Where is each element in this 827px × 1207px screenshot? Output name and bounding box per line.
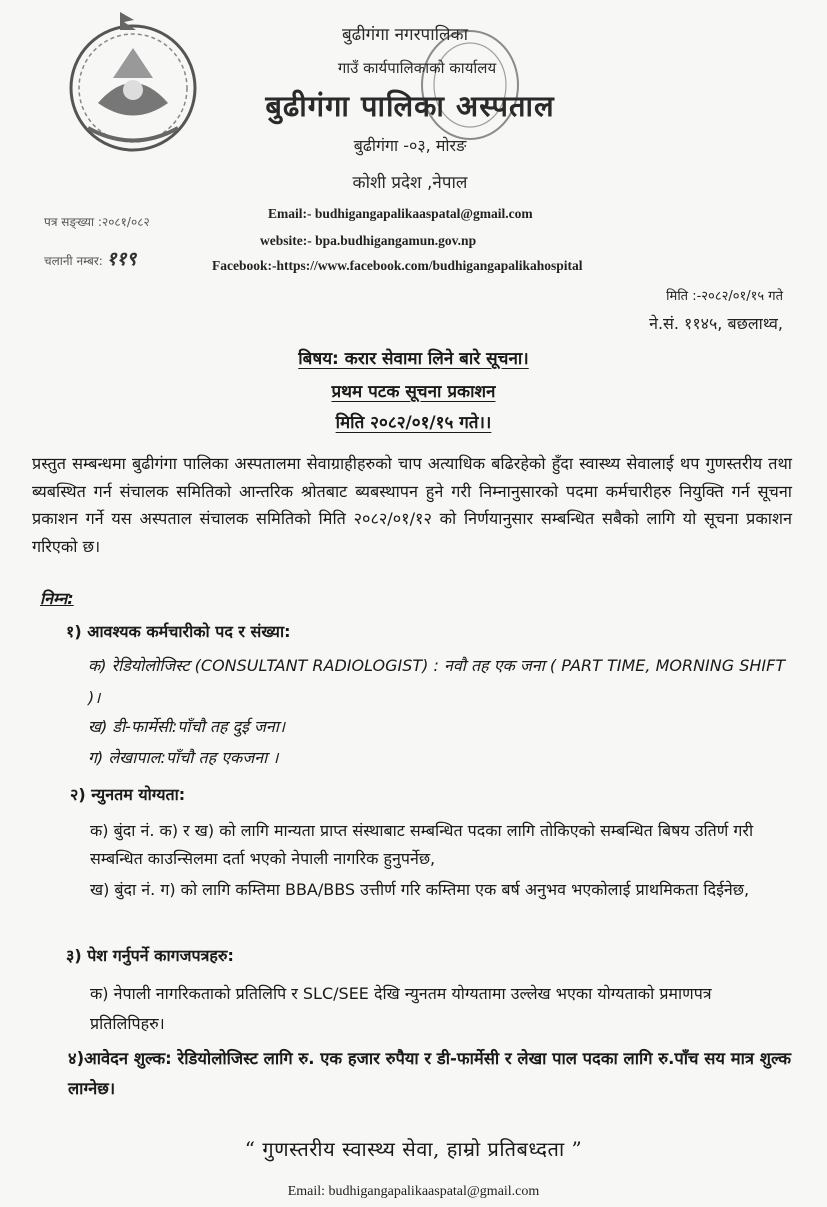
ward-address: बुढीगंगा -०३, मोरङ: [353, 136, 467, 155]
publication-line: [0, 379, 827, 402]
footer-email[interactable]: Email: budhigangapalikaaspatal@gmail.com: [287, 1184, 540, 1199]
issue-date: मिति :-२०८२/०१/१५ गते: [666, 289, 783, 304]
subject-date-line: [0, 410, 827, 433]
section-2-title: २) न्युनतम योग्यता:: [70, 785, 186, 804]
publication-text: प्रथम पटक सूचना प्रकाशन: [331, 382, 496, 402]
dispatch-number-label: चलानी नम्बर:: [44, 254, 103, 268]
section-1-item-b: ख) डी-फार्मेसी:पाँचौ तह दुई जना।: [88, 717, 286, 736]
province-address: कोशी प्रदेश ,नेपाल: [352, 173, 468, 193]
subject-date-text: मिति २०८२/०१/१५ गते।।: [335, 413, 492, 433]
hospital-motto: “ गुणस्तरीय स्वास्थ्य सेवा, हाम्रो प्रतिबध्दता ”: [244, 1137, 583, 1161]
intro-paragraph: प्रस्तुत सम्बन्धमा बुढीगंगा पालिका अस्पतालमा सेवाग्राहीहरुको चाप अत्याधिक बढिरहेको हुँदा स्वास्थ्य सेवालाई थप गुणस्तरीय तथा ब्यबस्थित गर्न संचालक समितिको आन्तरिक श्रोतबाट ब्यबस्थापन हुने गरी निम्नानुसारको पदमा कर्मचारीहरु नियुक्ति गर्न सूचना प्रकाशन गर्ने यस अस्पताल संचालक समितिको मिति २०८२/०१/१२ को निर्णयानुसार सम्बन्धित सबैको लागि यो सूचना प्रकाशन गरिएको छ।: [32, 454, 792, 556]
section-1-item-c: ग) लेखापाल:पाँचौ तह एकजना ।: [88, 748, 279, 767]
section-2-item-b: ख) बुंदा नं. ग) को लागि कम्तिमा BBA/BBS उत्तीर्ण गरि कम्तिमा एक बर्ष अनुभव भएकोलाई प्राथमिकता दिईनेछ,: [90, 880, 750, 899]
section-3-item-a: क) नेपाली नागरिकताको प्रतिलिपि र SLC/SEE देखि न्युनतम योग्यतामा उल्लेख भएका योग्यताको प्रमाणपत्र प्रतिलिपिहरु।: [90, 984, 712, 1033]
subject-line: [0, 346, 827, 369]
subject-text: बिषय: करार सेवामा लिने बारे सूचना।: [298, 349, 529, 369]
section-1-title: १) आवश्यक कर्मचारीको पद र संख्या:: [66, 622, 291, 641]
section-1-item-a: क) रेडियोलोजिस्ट (CONSULTANT RADIOLOGIST) : नवौ तह एक जना ( PART TIME, MORNING SHIFT )।: [88, 656, 786, 707]
nepal-sambat-date: ने.सं. ११४५, बछलाथ्व,: [649, 314, 783, 333]
header-email[interactable]: Email:- budhigangapalikaaspatal@gmail.com: [268, 206, 533, 221]
hospital-name: बुढीगंगा पालिका अस्पताल: [265, 89, 555, 123]
dispatch-number-row: [44, 245, 136, 271]
letter-number: पत्र सङ्ख्या :२०८१/०८२: [44, 215, 150, 229]
government-emblem-logo: [58, 8, 208, 158]
section-4-fee: ४)आवेदन शुल्क: रेडियोलोजिस्ट लागि रु. एक हजार रुपैया र डी-फार्मेसी र लेखा पाल पदका लागि रु.पाँच सय मात्र शुल्क लाग्नेछ।: [68, 1049, 792, 1098]
dispatch-number-value: ११९: [106, 248, 137, 270]
section-2-item-a: क) बुंदा नं. क) र ख) को लागि मान्यता प्राप्त संस्थाबाट सम्बन्धित पदका लागि तोकिएको सम्बन्धित बिषय उतिर्ण गरी सम्बन्धित काउन्सिलमा दर्ता भएको नेपाली नागरिक हुनुपर्नेछ,: [90, 821, 754, 868]
section-3-title: ३) पेश गर्नुपर्ने कागजपत्रहरु:: [66, 946, 234, 965]
header-facebook[interactable]: Facebook:-https://www.facebook.com/budhigangapalikahospital: [212, 258, 583, 273]
municipality-name: बुढीगंगा नगरपालिका: [341, 25, 469, 45]
header-website[interactable]: website:- bpa.budhigangamun.gov.np: [260, 233, 477, 248]
office-name: गाउँ कार्यपालिकाको कार्यालय: [337, 59, 497, 77]
following-heading: निम्न:: [40, 589, 74, 608]
